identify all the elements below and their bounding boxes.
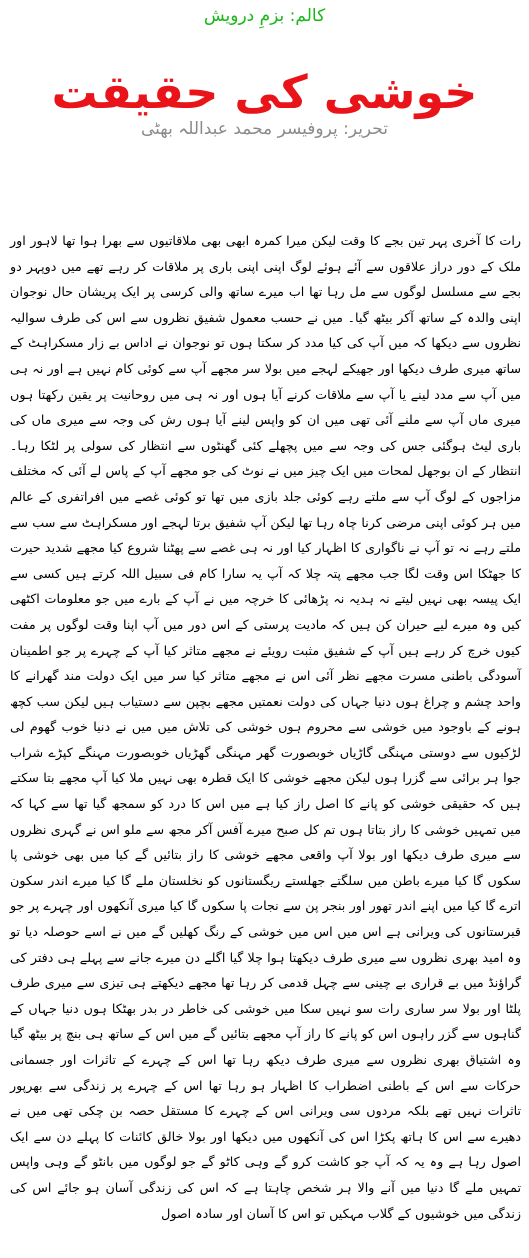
article-paragraph: رات کا آخری پہر تین بجے کا وقت لیکن میرا کمرہ ابھی بھی ملاقاتیوں سے بھرا ہوا تھا لاہور اور ملک کے دور دراز علاقوں سے آئے ہوئے لوگ اپنی اپنی باری پر ملاقات کر رہے تھے میں دوپہر دو بجے سے مسلسل لوگوں سے مل رہا تھا اب میرے ساتھ والی کرسی پر ایک پریشان حال نوجوان اپنی والدہ کے ساتھ آکر بیٹھ گیا۔ میں نے حسب معمول شفیق نظروں سے اس کی طرف سوالیہ نظروں سے دیکھا کہ میں آپ کی کیا مدد کر سکتا ہوں تو نوجوان نے اداس بے زار مسکراہٹ کے ساتھ میری طرف دیکھا اور جھیکے لہجے میں بولا سر مجھے آپ سے کوئی کام نہیں ہے اور نہ ہی میں آپ سے مدد لینے یا آپ سے ملاقات کرنے آیا ہوں اور نہ ہی میں روحانیت پر یقین رکھتا ہوں میری ماں آپ سے ملنے آئی تھی میں ان کو واپس لینے آیا ہوں رش کی وجہ سے میری ماں کی باری لیٹ ہوگئی جس کی وجہ سے میں پچھلے کئی گھنٹوں سے انتظار کی سولی پر لٹکا رہا۔ انتظار کے ان بوجھل لمحات میں ایک چیز میں نے نوٹ کی جو مجھے آپ کے پاس لے آئی کہ مختلف مزاجوں کے لوگ آپ سے ملتے رہے کوئی جلد بازی میں تھا تو کوئی غصے میں افراتفری کے عالم میں ہر کوئی اپنی مرضی کرنا چاہ رہا تھا لیکن آپ شفیق برتا لہجے اور مسکراہٹ سے سب سے ملتے رہے نہ تو آپ نے ناگواری کا اظہار کیا اور نہ ہی غصے سے پھٹنا شروع کیا مجھے شدید حیرت کا جھٹکا اس وقت لگا جب مجھے پتہ چلا کہ آپ یہ سارا کام فی سبیل اللہ کرتے ہیں کسی سے ایک پیسہ بھی نہیں لیتے نہ ہدیہ نہ پڑھائی کا خرچہ میں نے آپ کے بارے میں جو معلومات اکٹھی کیں وہ میرے لیے حیران کن ہیں کہ مادیت پرستی کے اس دور میں آپ اپنا وقت لوگوں پر مفت کیوں خرچ کر رہے ہیں آپ کے شفیق مثبت رویئے نے مجھے متاثر کیا آپ کے چہرے پر جو اطمینان آسودگی باطنی مسرت مجھے نظر آئی اس نے مجھے متاثر کیا سر میں ایک دولت مند گھرانے کا واحد چشم و چراغ ہوں دنیا جہاں کی دولت نعمتیں مجھے بچپن سے دستیاب ہیں لیکن سب کچھ ہونے کے باوجود میں خوشی سے محروم ہوں خوشی کی تلاش میں میں نے دنیا خوب گھوم لی لڑکیوں سے دوستی مہنگی گاڑیاں خوبصورت گھر مہنگی گھڑیاں خوبصورت مہنگے کپڑے شراب جوا ہر برائی سے گزرا ہوں لیکن مجھے خوشی کا ایک قطرہ بھی نہیں ملا کیا آپ مجھے بتا سکتے ہیں کہ حقیقی خوشی کو پانے کا اصل راز کیا ہے میں اس کا درد کو سمجھ گیا تھا سے کہا کہ میں تمہیں خوشی کا راز بتاتا ہوں تم کل صبح میرے آفس آکر مجھ سے ملو اس نے گہری نظروں سے میری طرف دیکھا اور بولا آپ واقعی مجھے خوشی کا راز بتائیں گے کیا میں بھی خوشی پا سکوں گا کیا میرے باطن میں سلگتے جھلستے ریگستانوں کو نخلستان ملے گا کیا میرے اندر سکون اترے گا کیا میں اپنے اندر تھور اور بنجر پن سے نجات پا سکوں گا کیا میری آنکھوں اور چہرے پر جو قبرستانوں کی ویرانی ہے اس میں اس میں خوشی کے رنگ کھلیں گے میں نے اسے حوصلہ دیا تو وہ امید بھری نظروں سے میری طرف دیکھتا ہوا چلا گیا اگلے دن میرے جانے سے پہلے ہی دفتر کی گراؤنڈ میں بے قراری بے چینی سے چہل قدمی کر رہا تھا مجھے دیکھتے ہی تیزی سے میری طرف پلٹا اور بولا سر ساری رات سو نہیں سکا میں خوشی کی خاطر در بدر بھٹکا ہوں دنیا جہاں کے گناہوں سے گزر راہوں اس کو پانے کا راز آپ مجھے بتائیں گے میں اس کے ساتھ ہی بنچ پر بیٹھ گیا وہ اشتیاق بھری نظروں سے میری طرف دیکھ رہا تھا اس کے چہرے کے تاثرات اور جسمانی حرکات سے اس کے باطنی اضطراب کا اظہار ہو رہا تھا اس کے چہرے پر زندگی سے بھرپور تاثرات نہیں تھے بلکہ مردوں سی ویرانی اس کے چہرے کا مستقل حصہ بن چکی تھی میں نے دھیرے سے اس کا ہاتھ پکڑا اس کی آنکھوں میں دیکھا اور بولا خالق کائنات کا پہلے دن سے ایک اصول رہا ہے وہ یہ کہ آپ جو کاشت کرو گے وہی کاٹو گے جو لوگوں میں بانٹو گے وہی واپس تمہیں ملے گا دنیا میں آنے والا ہر شخص چاہتا ہے کہ اس کی زندگی آسان ہو جائے اس کی زندگی میں خوشیوں کے گلاب مہکیں تو اس کا آسان اور سادہ اصول <box>10 233 521 1221</box>
column-label: کالم: بزمِ درویش <box>203 6 326 26</box>
article-body <box>10 228 521 1226</box>
byline: تحریر: پروفیسر محمد عبداللہ بھٹی <box>140 119 389 139</box>
page-title: خوشی کی حقیقت <box>51 65 478 119</box>
